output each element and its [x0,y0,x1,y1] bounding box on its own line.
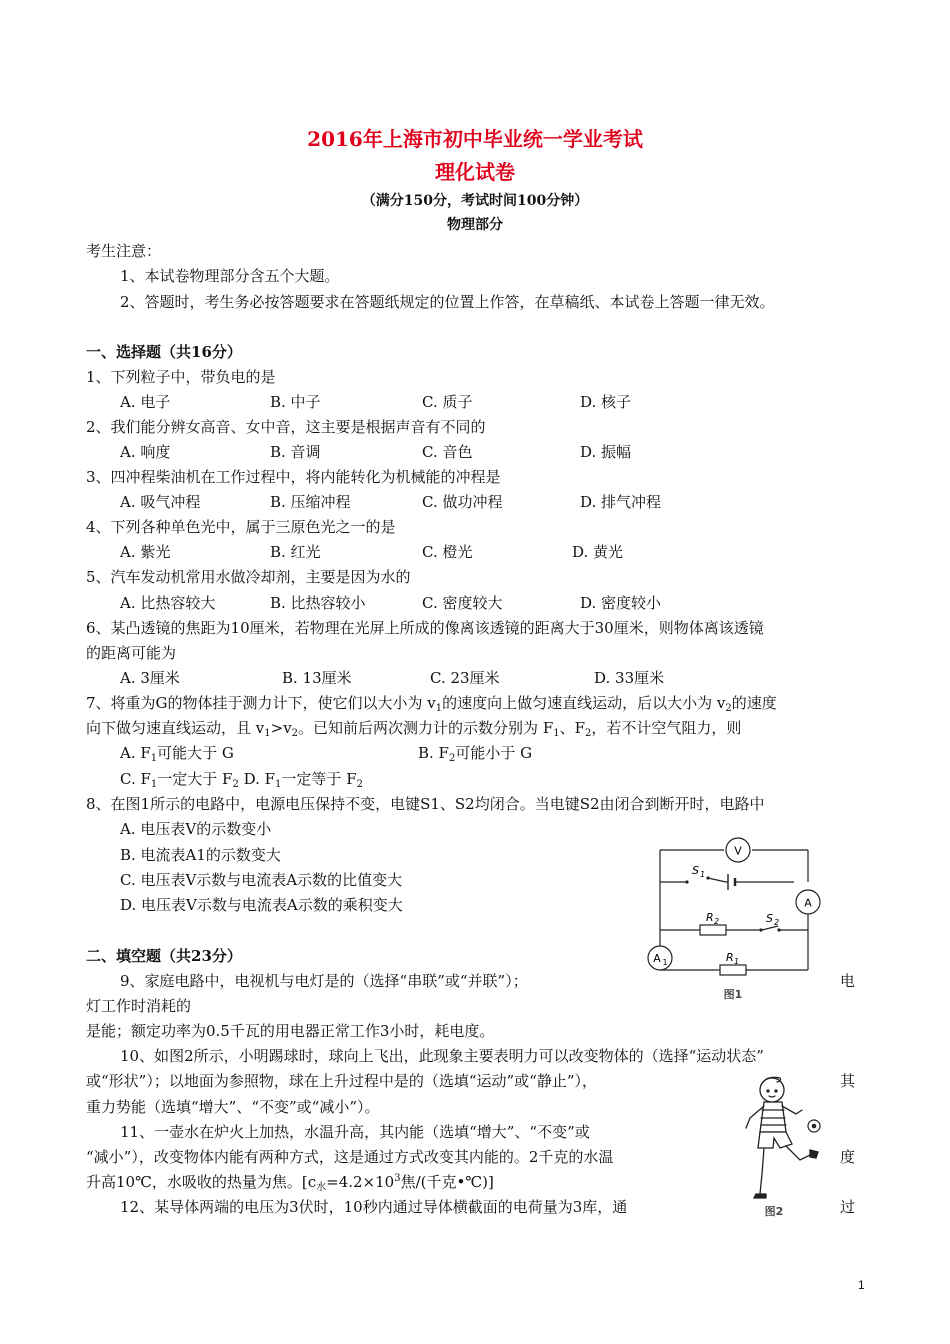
q8-stem: 8、在图1所示的电路中，电源电压保持不变，电键S1、S2均闭合。当电键S2由闭合到断开时，电路中 [86,795,765,813]
q5-stem: 5、汽车发动机常用水做冷却剂，主要是因为水的 [86,568,411,586]
exam-title: 2016年上海市初中毕业统一学业考试 [307,127,643,151]
svg-text:A: A [653,952,661,965]
q11-line1: 11、一壶水在炉火上加热，水温升高，其内能（选填“增大”、“不变”或 [120,1123,590,1141]
q12-line1: 12、某导体两端的电压为3伏时，10秒内通过导体横截面的电荷量为3库，通 [120,1198,628,1216]
q1-option-a: A. 电子 [120,393,171,411]
q5-option-a: A. 比热容较大 [120,594,216,612]
battery-icon [728,874,735,890]
q11-line3: 升高10℃，水吸收的热量为焦。[$c_水=4.2\times 10^3$焦/(千克•℃)] [86,1173,494,1193]
q7-option-b: B. $F_2$可能小于 G [418,744,533,764]
svg-text:R: R [706,911,714,924]
q10-line2-end: 其 [840,1072,856,1090]
q1-option-d: D. 核子 [580,393,632,411]
q2-option-c: C. 音色 [422,443,473,461]
q3-option-a: A. 吸气冲程 [120,493,201,511]
svg-text:1: 1 [734,957,740,966]
soccer-ball-icon [808,1120,820,1132]
q4-option-d: D. 黄光 [572,543,624,561]
q6-stem-line1: 6、某凸透镜的焦距为10厘米，若物理在光屏上所成的像离该透镜的距离大于30厘米，则物体离该透镜 [86,619,764,637]
q7-stem-line2: 向下做匀速直线运动，且 $v_1>v_2$。已知前后两次测力计的示数分别为 $F_1$、$F_2$，若不计空气阻力，则 [86,719,742,739]
q8-option-d: D. 电压表V示数与电流表A示数的乘积变大 [120,896,403,914]
q6-option-b: B. 13厘米 [282,669,352,687]
svg-text:S: S [766,912,773,925]
part-title: 物理部分 [447,217,503,233]
notice-item-1: 1、本试卷物理部分含五个大题。 [120,267,340,285]
svg-text:2: 2 [774,918,780,927]
q3-option-b: B. 压缩冲程 [270,493,351,511]
svg-text:R: R [726,951,734,964]
q3-option-d: D. 排气冲程 [580,493,662,511]
q9-line3: 是能；额定功率为0.5千瓦的用电器正常工作3小时，耗电度。 [86,1022,495,1040]
q11-line2-end: 度 [840,1148,856,1166]
exam-subtitle: 理化试卷 [435,160,515,184]
switch-s2-icon [759,928,780,931]
q5-option-b: B. 比热容较小 [270,594,366,612]
svg-text:S: S [692,864,699,877]
circuit-diagram-figure [640,830,840,1005]
q4-option-c: C. 橙光 [422,543,473,561]
section-heading-choice: 一、选择题（共16分） [86,343,242,361]
notice-item-2: 2、答题时，考生务必按答题要求在答题纸规定的位置上作答，在草稿纸、本试卷上答题一律无效。 [120,293,775,311]
ammeter-a1-icon [648,946,672,970]
q3-stem: 3、四冲程柴油机在工作过程中，将内能转化为机械能的冲程是 [86,468,501,486]
q6-option-c: C. 23厘米 [430,669,500,687]
svg-text:1: 1 [700,870,706,879]
boy-kicking-ball-figure [730,1070,830,1220]
q1-option-c: C. 质子 [422,393,473,411]
svg-text:V: V [734,844,742,858]
q6-option-a: A. 3厘米 [120,669,180,687]
notice-heading: 考生注意： [86,242,162,260]
q1-stem: 1、下列粒子中，带负电的是 [86,368,276,386]
exam-info: （满分150分，考试时间100分钟） [361,193,589,209]
q4-option-b: B. 红光 [270,543,321,561]
figure-2-caption: 图2 [764,1205,784,1218]
svg-text:A: A [804,896,812,910]
q7-option-c-d: C. $F_1$一定大于 $F_2$ D. $F_1$一定等于 $F_2$ [120,770,363,790]
switch-s1-icon [685,876,709,883]
q7-option-a: A. $F_1$可能大于 G [120,744,234,764]
q4-stem: 4、下列各种单色光中，属于三原色光之一的是 [86,518,396,536]
q9-line2: 灯工作时消耗的 [86,997,192,1015]
q8-option-b: B. 电流表A1的示数变大 [120,846,281,864]
q11-line2: “减小”），改变物体内能有两种方式，这是通过方式改变其内能的。2千克的水温 [86,1148,614,1166]
q5-option-c: C. 密度较大 [422,594,503,612]
q10-line3: 重力势能（选填“增大”、“不变”或“减小”）。 [86,1098,380,1116]
q10-line2: 或“形状”）；以地面为参照物，球在上升过程中是的（选填“运动”或“静止”）， [86,1072,598,1090]
q10-line1: 10、如图2所示，小明踢球时，球向上飞出，此现象主要表明力可以改变物体的（选择“运动状态” [120,1047,764,1065]
q2-option-a: A. 响度 [120,443,171,461]
q8-option-a: A. 电压表V的示数变小 [120,820,272,838]
svg-text:2: 2 [714,917,720,926]
q4-option-a: A. 紫光 [120,543,171,561]
page-number: 1 [858,1278,865,1292]
q2-stem: 2、我们能分辨女高音、女中音，这主要是根据声音有不同的 [86,418,486,436]
q1-option-b: B. 中子 [270,393,321,411]
q2-option-d: D. 振幅 [580,443,632,461]
q5-option-d: D. 密度较小 [580,594,662,612]
ammeter-a-icon [796,890,820,914]
q3-option-c: C. 做功冲程 [422,493,503,511]
q9-line1-end: 电 [840,972,856,990]
q2-option-b: B. 音调 [270,443,321,461]
q12-line1-end: 过 [840,1198,856,1216]
q6-stem-line2: 的距离可能为 [86,644,177,662]
q8-option-c: C. 电压表V示数与电流表A示数的比值变大 [120,871,403,889]
svg-text:1: 1 [662,958,668,967]
section-heading-fill: 二、填空题（共23分） [86,947,242,965]
q9-line1: 9、家庭电路中，电视机与电灯是的（选择“串联”或“并联”）； [120,972,528,990]
q7-stem-line1: 7、将重为G的物体挂于测力计下，使它们以大小为 $v_1$的速度向上做匀速直线运动，后以大小为 $v_2$的速度 [86,694,777,714]
figure-1-caption: 图1 [723,988,743,1001]
voltmeter-icon [726,838,750,862]
q6-option-d: D. 33厘米 [594,669,665,687]
